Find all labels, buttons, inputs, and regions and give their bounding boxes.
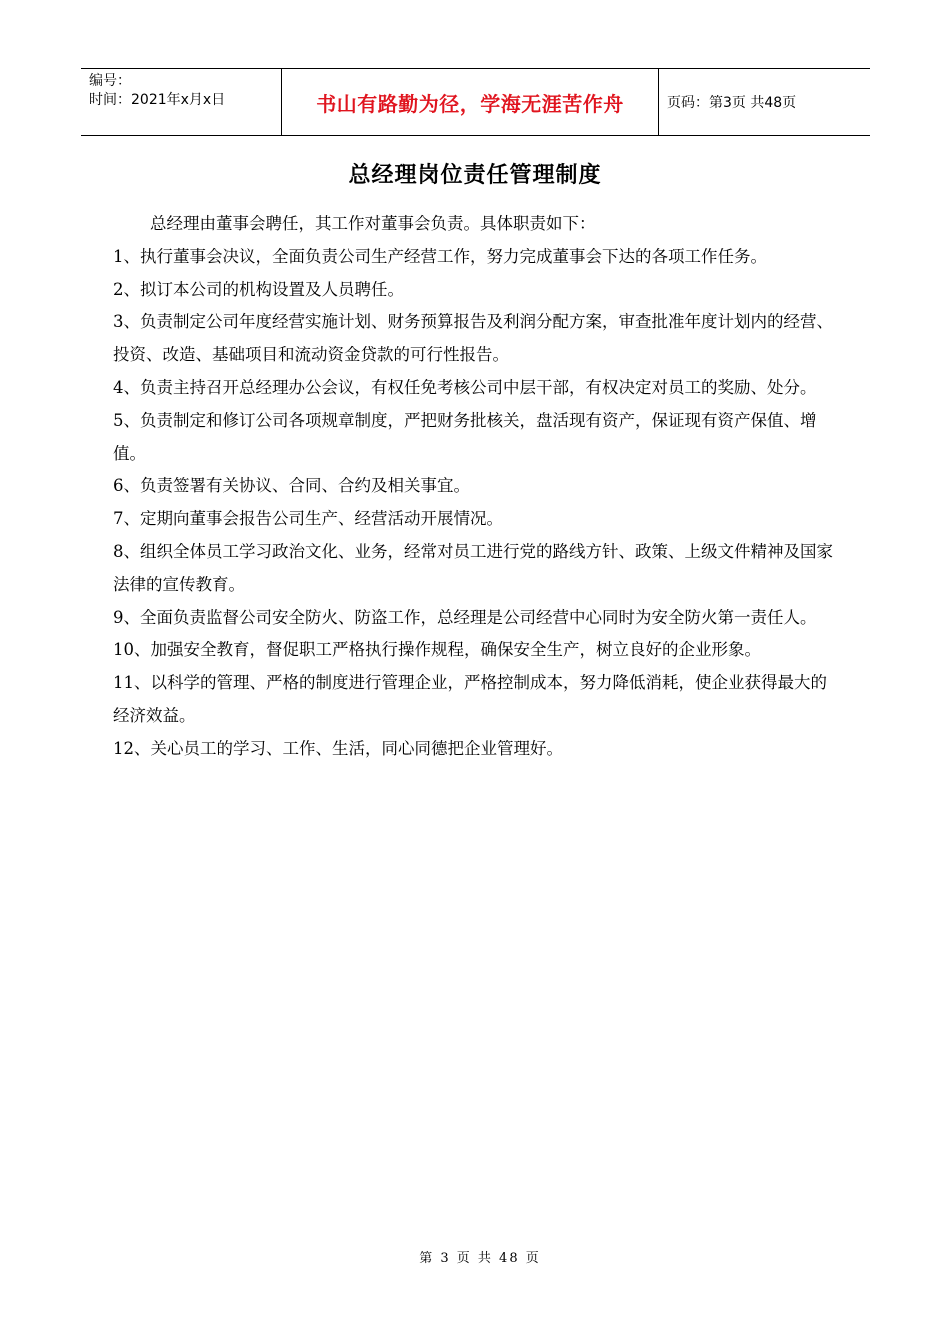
duty-item: 11、以科学的管理、严格的制度进行管理企业，严格控制成本，努力降低消耗，使企业获得最大的经济效益。 <box>113 673 827 725</box>
duty-item: 4、负责主持召开总经理办公会议，有权任免考核公司中层干部，有权决定对员工的奖励、处分。 <box>113 377 817 397</box>
document-body <box>113 208 837 766</box>
duty-item: 8、组织全体员工学习政治文化、业务，经常对员工进行党的路线方针、政策、上级文件精神及国家法律的宣传教育。 <box>113 541 833 594</box>
duty-item: 3、负责制定公司年度经营实施计划、财务预算报告及利润分配方案，审查批准年度计划内的经营、投资、改造、基础项目和流动资金贷款的可行性报告。 <box>113 312 833 365</box>
header-meta-cell <box>81 69 282 135</box>
header-page-cell <box>659 69 870 135</box>
header-motto-cell <box>282 69 659 135</box>
duty-item: 1、执行董事会决议，全面负责公司生产经营工作，努力完成董事会下达的各项工作任务。 <box>113 246 767 266</box>
duty-item: 6、负责签署有关协议、合同、合约及相关事宜。 <box>113 476 470 496</box>
document-title: 总经理岗位责任管理制度 <box>348 163 602 188</box>
intro-paragraph: 总经理由董事会聘任，其工作对董事会负责。具体职责如下： <box>150 214 596 233</box>
duty-item: 10、加强安全教育，督促职工严格执行操作规程，确保安全生产，树立良好的企业形象。 <box>113 640 761 660</box>
date-line: 时间：2021年x月x日 <box>89 92 226 108</box>
duty-item: 2、拟订本公司的机构设置及人员聘任。 <box>113 279 404 299</box>
page-footer: 第 3 页 共 48 页 <box>419 1251 541 1266</box>
duty-item: 7、定期向董事会报告公司生产、经营活动开展情况。 <box>113 509 503 529</box>
duty-item: 9、全面负责监督公司安全防火、防盗工作，总经理是公司经营中心同时为安全防火第一责任人。 <box>113 607 817 627</box>
motto-text: 书山有路勤为径，学海无涯苦作舟 <box>316 91 624 116</box>
duty-item: 12、关心员工的学习、工作、生活，同心同德把企业管理好。 <box>113 738 563 758</box>
serial-number-label: 编号： <box>89 73 131 89</box>
page-header <box>81 68 870 136</box>
duty-item: 5、负责制定和修订公司各项规章制度，严把财务批核关，盘活现有资产，保证现有资产保值、增值。 <box>113 410 817 463</box>
header-page-info: 页码：第3页 共48页 <box>667 95 797 111</box>
